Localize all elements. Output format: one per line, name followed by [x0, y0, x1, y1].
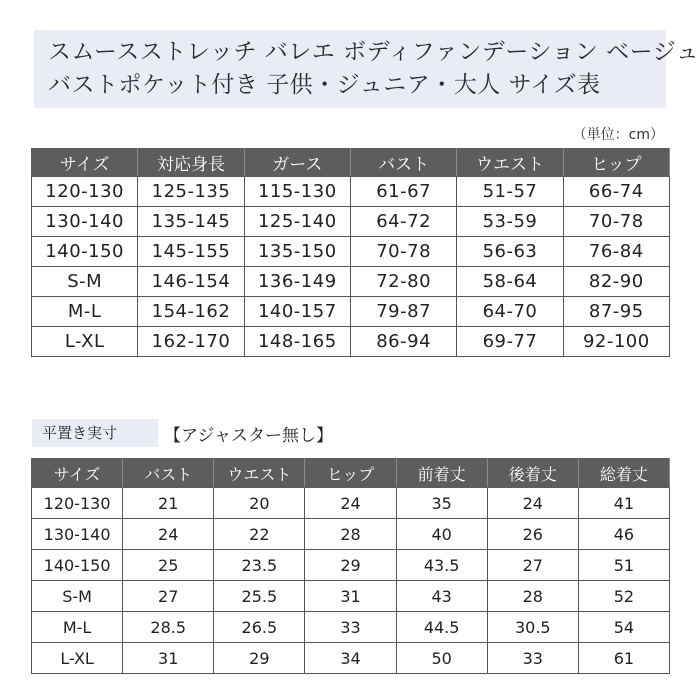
table-cell: 130-140	[32, 519, 123, 550]
table-cell: 30.5	[487, 612, 578, 643]
table-cell: 26	[487, 519, 578, 550]
column-header: 後着丈	[487, 459, 578, 488]
table-cell: 61	[578, 643, 669, 674]
table-cell: L-XL	[32, 327, 138, 357]
table-cell: 28	[305, 519, 396, 550]
column-header: サイズ	[32, 459, 123, 488]
table-cell: 46	[578, 519, 669, 550]
table-cell: 29	[305, 550, 396, 581]
table-cell: 162-170	[138, 327, 244, 357]
table-cell: 22	[214, 519, 305, 550]
table-cell: 61-67	[350, 177, 456, 207]
table-cell: 140-150	[32, 550, 123, 581]
table-row	[32, 237, 670, 267]
table-cell: 29	[214, 643, 305, 674]
table-cell: 82-90	[563, 267, 669, 297]
table-cell: 120-130	[32, 488, 123, 519]
table-cell: 35	[396, 488, 487, 519]
column-header: ヒップ	[305, 459, 396, 488]
table-cell: 140-157	[244, 297, 350, 327]
table-cell: 43	[396, 581, 487, 612]
table-cell: 58-64	[457, 267, 563, 297]
title-box	[34, 30, 700, 108]
size-chart-table	[31, 148, 670, 357]
section-label: 平置き実寸	[32, 419, 158, 447]
table-row	[32, 612, 670, 643]
title-line-1: スムースストレッチ バレエ ボディファンデーション ベージュ	[48, 39, 700, 65]
table-cell: 53-59	[457, 207, 563, 237]
table-cell: 44.5	[396, 612, 487, 643]
table-cell: 51-57	[457, 177, 563, 207]
table-cell: L-XL	[32, 643, 123, 674]
table-cell: 27	[123, 581, 214, 612]
table-cell: 115-130	[244, 177, 350, 207]
table-cell: 154-162	[138, 297, 244, 327]
table-cell: 140-150	[32, 237, 138, 267]
table-cell: 50	[396, 643, 487, 674]
table-cell: M-L	[32, 297, 138, 327]
table-cell: 54	[578, 612, 669, 643]
table-cell: 148-165	[244, 327, 350, 357]
table-cell: 26.5	[214, 612, 305, 643]
table-cell: 31	[123, 643, 214, 674]
table-cell: S-M	[32, 581, 123, 612]
table-cell: 24	[305, 488, 396, 519]
table-row	[32, 519, 670, 550]
table-cell: 51	[578, 550, 669, 581]
table-cell: 70-78	[350, 237, 456, 267]
table-cell: 34	[305, 643, 396, 674]
table-cell: 146-154	[138, 267, 244, 297]
table-header-row	[32, 459, 670, 488]
table-row	[32, 643, 670, 674]
table-cell: 23.5	[214, 550, 305, 581]
table-cell: 76-84	[563, 237, 669, 267]
column-header: 総着丈	[578, 459, 669, 488]
table-cell: 64-70	[457, 297, 563, 327]
table-cell: 56-63	[457, 237, 563, 267]
table-cell: 145-155	[138, 237, 244, 267]
table-cell: 136-149	[244, 267, 350, 297]
table-cell: 33	[305, 612, 396, 643]
title-line-2: バストポケット付き 子供・ジュニア・大人 サイズ表	[48, 72, 601, 98]
table-cell: 41	[578, 488, 669, 519]
table-cell: S-M	[32, 267, 138, 297]
table-cell: 24	[487, 488, 578, 519]
table-cell: 69-77	[457, 327, 563, 357]
table-cell: 87-95	[563, 297, 669, 327]
column-header: 対応身長	[138, 149, 244, 177]
section-note: 【アジャスター無し】	[164, 425, 333, 446]
table-row	[32, 207, 670, 237]
column-header: バスト	[123, 459, 214, 488]
table-cell: 20	[214, 488, 305, 519]
column-header: ウエスト	[457, 149, 563, 177]
table-cell: 66-74	[563, 177, 669, 207]
table-cell: 25.5	[214, 581, 305, 612]
table-cell: 21	[123, 488, 214, 519]
table-cell: 125-140	[244, 207, 350, 237]
table-cell: 70-78	[563, 207, 669, 237]
table-cell: 120-130	[32, 177, 138, 207]
table-cell: 40	[396, 519, 487, 550]
table-cell: 92-100	[563, 327, 669, 357]
unit-note: （単位：cm）	[572, 127, 664, 143]
flat-measurement-table	[31, 458, 670, 674]
table-row	[32, 327, 670, 357]
table-cell: 86-94	[350, 327, 456, 357]
column-header: ガース	[244, 149, 350, 177]
table-body	[32, 488, 670, 674]
table-cell: 52	[578, 581, 669, 612]
table-row	[32, 581, 670, 612]
column-header: 前着丈	[396, 459, 487, 488]
table-cell: 33	[487, 643, 578, 674]
table-row	[32, 267, 670, 297]
table-cell: 64-72	[350, 207, 456, 237]
table-cell: 43.5	[396, 550, 487, 581]
table-cell: 135-150	[244, 237, 350, 267]
table-cell: 28	[487, 581, 578, 612]
column-header: バスト	[350, 149, 456, 177]
table-cell: 28.5	[123, 612, 214, 643]
column-header: ウエスト	[214, 459, 305, 488]
table-cell: 125-135	[138, 177, 244, 207]
column-header: サイズ	[32, 149, 138, 177]
table-row	[32, 177, 670, 207]
column-header: ヒップ	[563, 149, 669, 177]
table-row	[32, 550, 670, 581]
flat-measurement-header	[32, 418, 333, 448]
table-row	[32, 297, 670, 327]
table-cell: 31	[305, 581, 396, 612]
table-cell: 25	[123, 550, 214, 581]
table-body	[32, 177, 670, 357]
table-cell: M-L	[32, 612, 123, 643]
table-cell: 72-80	[350, 267, 456, 297]
table-cell: 27	[487, 550, 578, 581]
table-cell: 24	[123, 519, 214, 550]
table-cell: 135-145	[138, 207, 244, 237]
table-header-row	[32, 149, 670, 177]
table-cell: 79-87	[350, 297, 456, 327]
table-row	[32, 488, 670, 519]
table-cell: 130-140	[32, 207, 138, 237]
